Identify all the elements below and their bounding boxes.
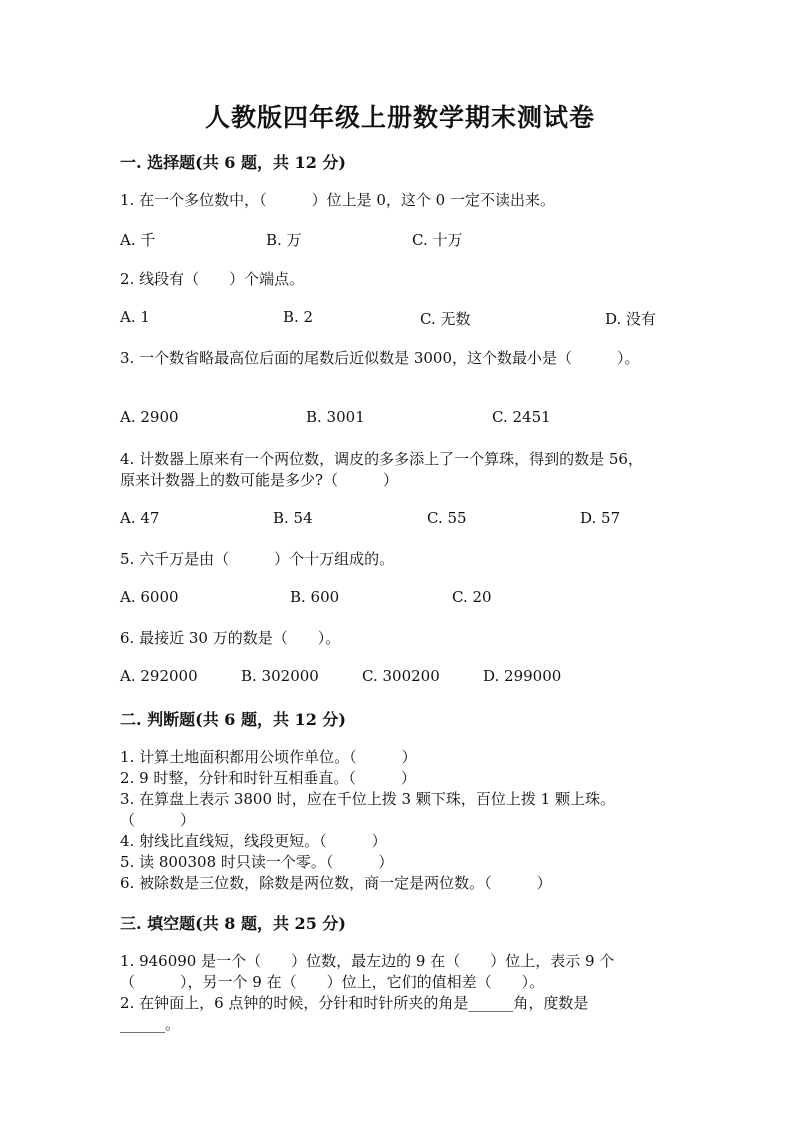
page-title: 人教版四年级上册数学期末测试卷 <box>204 103 595 132</box>
question-3-text: 3. 一个数省略最高位后面的尾数后近似数是 3000，这个数最小是（ ）。 <box>120 349 640 367</box>
question-1-text: 1. 在一个多位数中，（ ）位上是 0，这个 0 一定不读出来。 <box>120 191 555 209</box>
fill-in-2-continued: ______。 <box>120 1015 181 1033</box>
judgement-5: 5. 读 800308 时只读一个零。（ ） <box>120 853 394 871</box>
question-5-option-b: B. 600 <box>290 588 340 606</box>
question-1-option-c: C. 十万 <box>412 231 463 249</box>
section-heading-choice: 一. 选择题(共 6 题，共 12 分) <box>120 153 346 172</box>
question-2-option-a: A. 1 <box>120 308 150 326</box>
question-5-option-c: C. 20 <box>452 588 492 606</box>
section-heading-judgement: 二. 判断题(共 6 题，共 12 分) <box>120 710 346 729</box>
judgement-4: 4. 射线比直线短，线段更短。（ ） <box>120 832 387 850</box>
question-2-option-c: C. 无数 <box>420 310 471 328</box>
question-4-option-d: D. 57 <box>580 509 621 527</box>
judgement-6: 6. 被除数是三位数，除数是两位数，商一定是两位数。（ ） <box>120 874 552 892</box>
question-3-option-a: A. 2900 <box>120 408 179 426</box>
question-5-text: 5. 六千万是由（ ）个十万组成的。 <box>120 550 395 568</box>
question-4-text-line2: 原来计数器上的数可能是多少?（ ） <box>120 471 399 489</box>
question-2-text: 2. 线段有（ ）个端点。 <box>120 270 305 288</box>
question-4-text-line1: 4. 计数器上原来有一个两位数，调皮的多多添上了一个算珠，得到的数是 56， <box>120 450 643 468</box>
question-6-option-d: D. 299000 <box>483 667 562 685</box>
judgement-3: 3. 在算盘上表示 3800 时，应在千位上拨 3 颗下珠，百位上拨 1 颗上珠。 <box>120 790 615 808</box>
question-6-option-a: A. 292000 <box>120 667 198 685</box>
question-3-option-b: B. 3001 <box>306 408 365 426</box>
judgement-3-blank: （ ） <box>120 811 196 829</box>
question-1-option-a: A. 千 <box>120 231 156 249</box>
fill-in-2: 2. 在钟面上，6 点钟的时候，分针和时针所夹的角是______角，度数是 <box>120 994 589 1012</box>
question-6-option-c: C. 300200 <box>362 667 440 685</box>
question-6-option-b: B. 302000 <box>241 667 319 685</box>
section-heading-fill-in: 三. 填空题(共 8 题，共 25 分) <box>120 914 346 933</box>
question-2-option-d: D. 没有 <box>605 310 657 328</box>
question-6-text: 6. 最接近 30 万的数是（ ）。 <box>120 629 341 647</box>
judgement-2: 2. 9 时整，分针和时针互相垂直。（ ） <box>120 769 416 787</box>
question-3-option-c: C. 2451 <box>492 408 551 426</box>
question-2-option-b: B. 2 <box>283 308 314 326</box>
fill-in-1: 1. 946090 是一个（ ）位数，最左边的 9 在（ ）位上，表示 9 个 <box>120 952 615 970</box>
question-4-option-b: B. 54 <box>273 509 313 527</box>
judgement-1: 1. 计算土地面积都用公顷作单位。（ ） <box>120 748 417 766</box>
fill-in-1-continued: （ ），另一个 9 在（ ）位上，它们的值相差（ ）。 <box>120 973 545 991</box>
question-4-option-c: C. 55 <box>427 509 467 527</box>
question-5-option-a: A. 6000 <box>120 588 179 606</box>
question-4-option-a: A. 47 <box>120 509 160 527</box>
question-1-option-b: B. 万 <box>266 231 302 249</box>
